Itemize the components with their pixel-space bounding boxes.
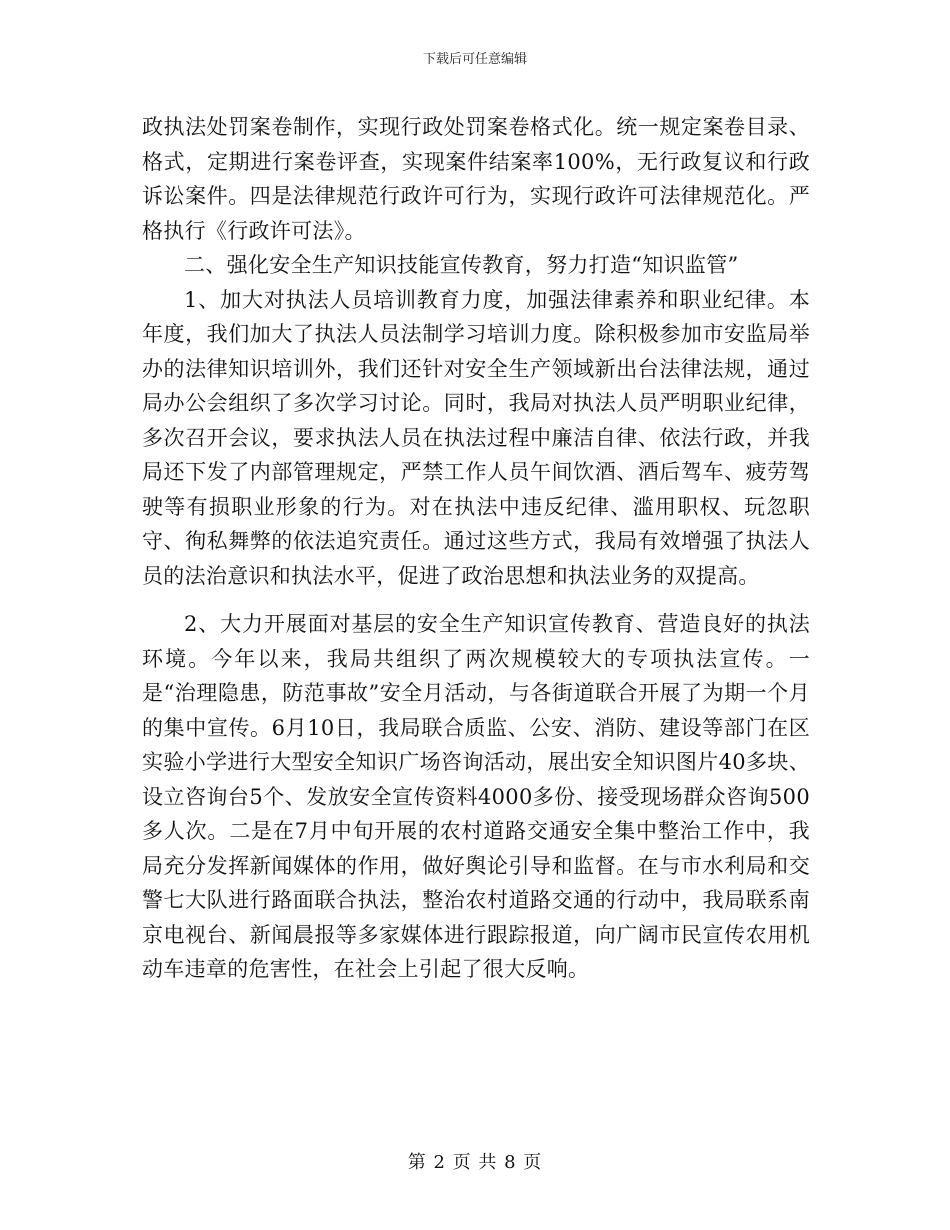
paragraph-training: 1、加大对执法人员培训教育力度，加强法律素养和职业纪律。本年度，我们加大了执法人员法制学习培训力度。除积极参加市安监局举办的法律知识培训外，我们还针对安全生产领域新出台法律法规，通过局办公会组织了多次学习讨论。同时，我局对执法人员严明职业纪律，多次召开会议，要求执法人员在执法过程中廉洁自律、依法行政，并我局还下发了内部管理规定，严禁工作人员午间饮酒、酒后驾车、疲劳驾驶等有损职业形象的行为。对在执法中违反纪律、滥用职权、玩忽职守、徇私舞弊的依法追究责任。通过这些方式，我局有效增强了执法人员的法治意识和执法水平，促进了政治思想和执法业务的双提高。 bbox=[142, 287, 810, 588]
page-number: 第 2 页 共 8 页 bbox=[407, 1152, 543, 1173]
document-body bbox=[142, 110, 810, 987]
paragraph-continuation: 政执法处罚案卷制作，实现行政处罚案卷格式化。统一规定案卷目录、格式，定期进行案卷评查，实现案件结案率100%，无行政复议和行政诉讼案件。四是法律规范行政许可行为，实现行政许可法律规范化。严格执行《行政许可法》。 bbox=[142, 115, 810, 243]
header-note: 下载后可任意编辑 bbox=[422, 52, 527, 67]
section-heading: 二、强化安全生产知识技能宣传教育，努力打造“知识监管” bbox=[184, 253, 739, 277]
paragraph-publicity: 2、大力开展面对基层的安全生产知识宣传教育、营造良好的执法环境。今年以来，我局共组织了两次规模较大的专项执法宣传。一是“治理隐患，防范事故”安全月活动，与各街道联合开展了为期一个月的集中宣传。6月10日，我局联合质监、公安、消防、建设等部门在区实验小学进行大型安全知识广场咨询活动，展出安全知识图片40多块、设立咨询台5个、发放安全宣传资料4000多份、接受现场群众咨询500多人次。二是在7月中旬开展的农村道路交通安全集中整治工作中，我局充分发挥新闻媒体的作用，做好舆论引导和监督。在与市水利局和交警七大队进行路面联合执法，整治农村道路交通的行动中，我局联系南京电视台、新闻晨报等多家媒体进行跟踪报道，向广阔市民宣传农用机动车违章的危害性，在社会上引起了很大反响。 bbox=[142, 612, 810, 981]
